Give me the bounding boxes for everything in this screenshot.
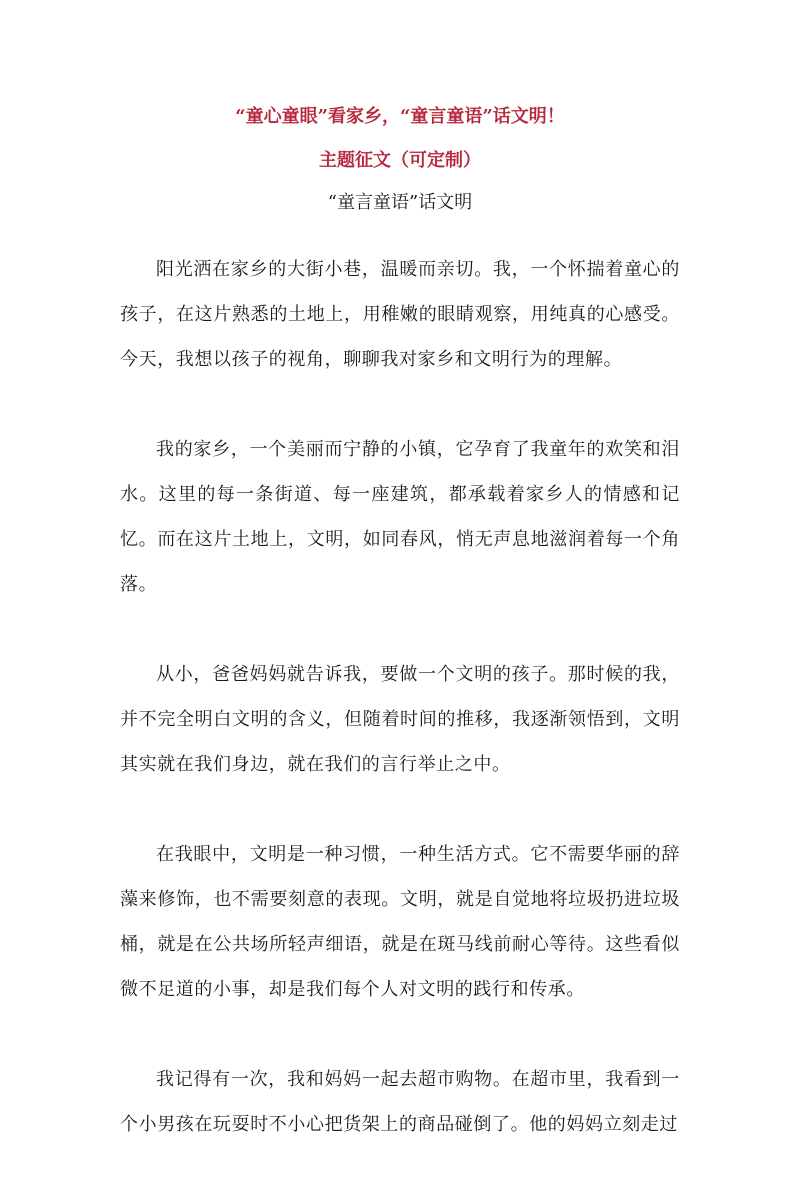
main-title: “童心童眼”看家乡，“童言童语”话文明！: [235, 106, 565, 127]
paragraph-2: 我的家乡，一个美丽而宁静的小镇，它孕育了我童年的欢笑和泪水。这里的每一条街道、每一座建筑，都承载着家乡人的情感和记忆。而在这片土地上，文明，如同春风，悄无声息地滋润着每一个角落。: [120, 439, 680, 595]
subtitle: 主题征文（可定制）: [319, 150, 481, 171]
essay-body: [120, 247, 680, 1192]
paragraph-5: 我记得有一次，我和妈妈一起去超市购物。在超市里，我看到一个小男孩在玩耍时不小心把货架上的商品碰倒了。他的妈妈立刻走过: [120, 1069, 680, 1135]
heading-block: [0, 104, 800, 215]
paragraph-3: 从小，爸爸妈妈就告诉我，要做一个文明的孩子。那时候的我，并不完全明白文明的含义，但随着时间的推移，我逐渐领悟到，文明其实就在我们身边，就在我们的言行举止之中。: [120, 664, 680, 775]
paragraph-4: 在我眼中，文明是一种习惯，一种生活方式。它不需要华丽的辞藻来修饰，也不需要刻意的表现。文明，就是自觉地将垃圾扔进垃圾桶，就是在公共场所轻声细语，就是在斑马线前耐心等待。这些看似微不足道的小事，却是我们每个人对文明的践行和传承。: [120, 844, 680, 1000]
paragraph-1: 阳光洒在家乡的大街小巷，温暖而亲切。我，一个怀揣着童心的孩子，在这片熟悉的土地上，用稚嫩的眼睛观察，用纯真的心感受。今天，我想以孩子的视角，聊聊我对家乡和文明行为的理解。: [120, 259, 680, 370]
essay-title: “童言童语”话文明: [327, 192, 473, 213]
